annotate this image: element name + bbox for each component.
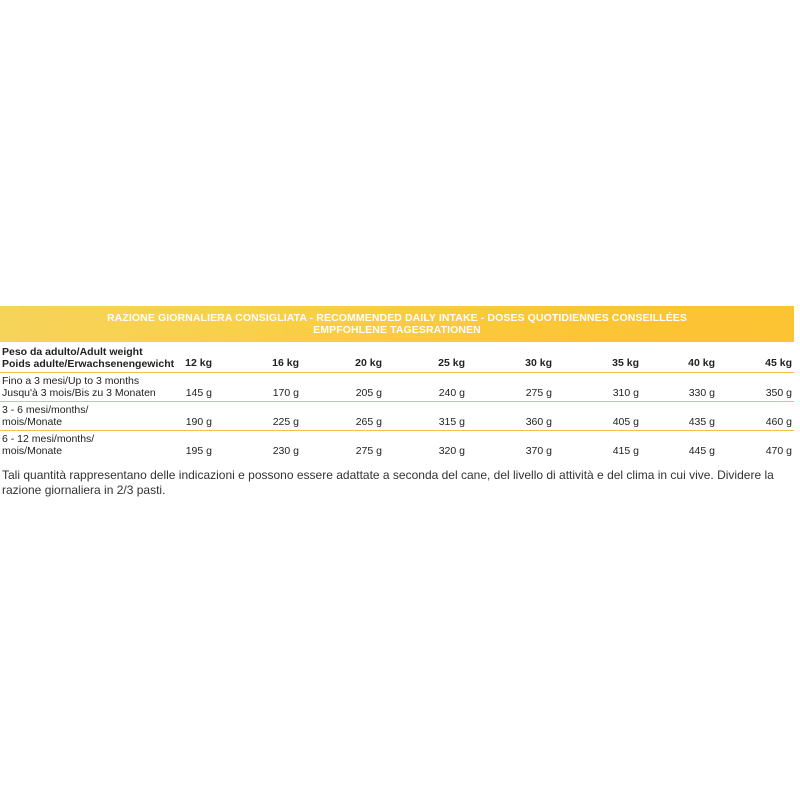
intake-cell: 275 g <box>355 445 382 457</box>
daily-intake-table <box>0 346 794 459</box>
intake-cell: 330 g <box>641 373 717 402</box>
age-label-line-1: 6 - 12 mesi/months/ <box>2 433 95 445</box>
intake-cell: 360 g <box>467 402 554 431</box>
intake-cell: 350 g <box>717 373 794 402</box>
table-title-line-1: RAZIONE GIORNALIERA CONSIGLIATA - RECOMMENDED DAILY INTAKE - DOSES QUOTIDIENNES CONSEILLÉES <box>106 312 688 324</box>
weight-column-header: 35 kg <box>554 346 641 373</box>
weight-column-header: 45 kg <box>717 346 794 373</box>
intake-cell: 445 g <box>688 445 715 457</box>
age-label-line-1: Fino a 3 mesi/Up to 3 months <box>2 375 140 387</box>
feeding-note: Tali quantità rappresentano delle indicazioni e possono essere adattate a seconda del cane, del livello di attività e del clima in cui vive. Dividere la razione giornaliera in 2/3 pasti. <box>2 468 774 497</box>
intake-cell: 195 g <box>185 445 212 457</box>
age-label-line-2: mois/Monate <box>2 416 63 428</box>
weight-header-line-2: Poids adulte/Erwachsenengewicht <box>2 358 175 370</box>
intake-cell: 460 g <box>717 402 794 431</box>
intake-cell: 240 g <box>384 373 467 402</box>
weight-column-header: 20 kg <box>301 346 384 373</box>
table-row <box>0 431 794 460</box>
intake-cell: 230 g <box>272 445 299 457</box>
intake-cell: 315 g <box>384 402 467 431</box>
intake-cell: 320 g <box>438 445 465 457</box>
age-label-line-2: Jusqu'à 3 mois/Bis zu 3 Monaten <box>2 387 156 399</box>
feeding-guide <box>0 306 800 498</box>
weight-column-header: 16 kg <box>214 346 301 373</box>
intake-cell: 415 g <box>612 445 639 457</box>
age-label-line-2: mois/Monate <box>2 445 63 457</box>
table-title-band <box>0 306 794 342</box>
intake-cell: 170 g <box>214 373 301 402</box>
weight-column-header: 12 kg <box>176 346 214 373</box>
intake-cell: 435 g <box>641 402 717 431</box>
intake-cell: 275 g <box>467 373 554 402</box>
weight-header-line-1: Peso da adulto/Adult weight <box>2 346 143 358</box>
age-label-cell <box>0 431 176 460</box>
weight-header-cell <box>0 346 176 373</box>
table-title-line-2: EMPFOHLENE TAGESRATIONEN <box>313 324 481 336</box>
table-row <box>0 373 794 402</box>
age-label-line-1: 3 - 6 mesi/months/ <box>2 404 89 416</box>
intake-cell: 225 g <box>214 402 301 431</box>
intake-cell: 405 g <box>554 402 641 431</box>
weight-column-header: 30 kg <box>467 346 554 373</box>
intake-cell: 205 g <box>301 373 384 402</box>
intake-cell: 190 g <box>176 402 214 431</box>
table-row <box>0 402 794 431</box>
intake-cell: 265 g <box>301 402 384 431</box>
intake-cell: 145 g <box>176 373 214 402</box>
age-label-cell <box>0 373 176 402</box>
weight-column-header: 25 kg <box>384 346 467 373</box>
intake-cell: 370 g <box>525 445 552 457</box>
table-header-row <box>0 346 794 373</box>
intake-cell: 470 g <box>765 445 792 457</box>
age-label-cell <box>0 402 176 431</box>
weight-column-header: 40 kg <box>641 346 717 373</box>
intake-cell: 310 g <box>554 373 641 402</box>
